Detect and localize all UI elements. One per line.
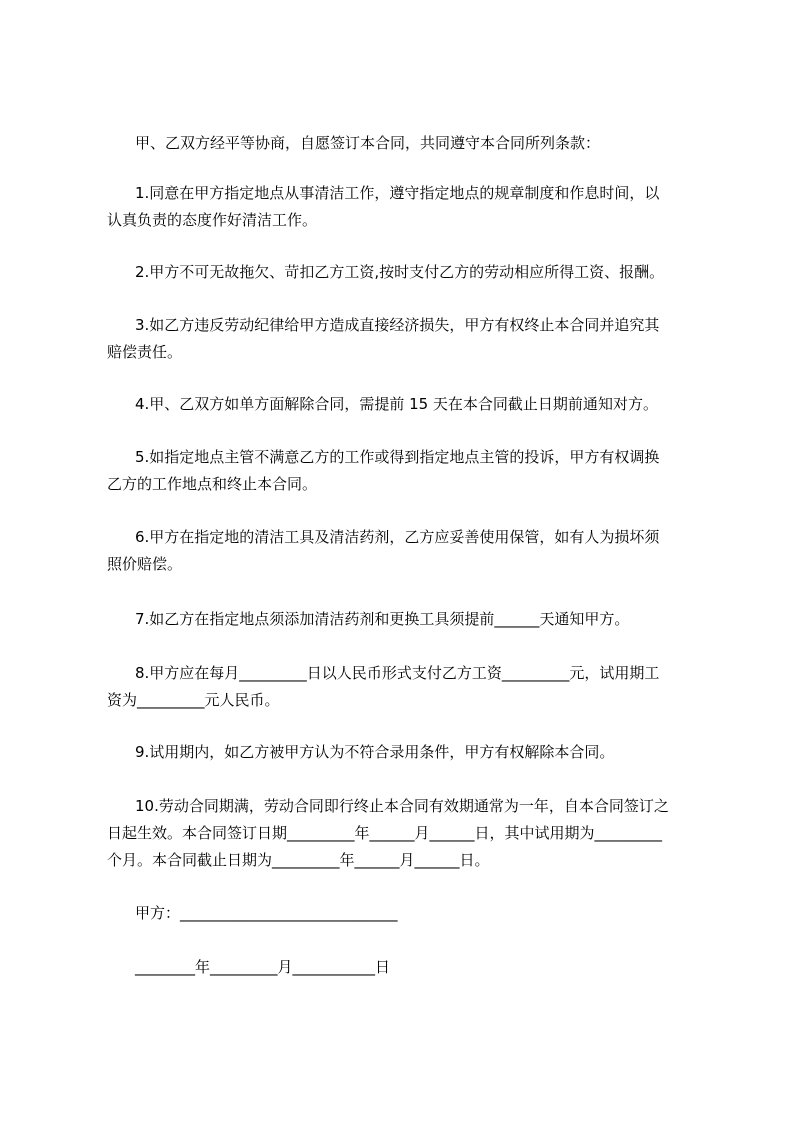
- clause-1: [107, 180, 697, 234]
- clause-3-line-1: 3.如乙方违反劳动纪律给甲方造成直接经济损失，甲方有权终止本合同并追究其: [135, 316, 660, 334]
- clause-10-line-2: 日起生效。本合同签订日期_________年______月______日，其中试用期为_________: [107, 824, 663, 842]
- clause-9: [107, 739, 697, 766]
- clause-10-line-3: 个月。本合同截止日期为_________年______月______日。: [107, 851, 490, 869]
- clause-3: [107, 312, 697, 366]
- clause-5: [107, 444, 697, 498]
- clause-6-line-2: 照价赔偿。: [107, 555, 183, 573]
- signature-date-line: ________年_________月___________日: [135, 958, 391, 976]
- party-a-signature-line: 甲方：_____________________________: [135, 904, 398, 922]
- clause-5-line-2: 乙方的工作地点和终止本合同。: [107, 475, 318, 493]
- clause-4: [107, 391, 697, 418]
- contract-intro: [107, 130, 697, 157]
- clause-2: [107, 259, 697, 286]
- clause-10: [107, 793, 697, 874]
- clause-4-line-1: 4.甲、乙双方如单方面解除合同，需提前 15 天在本合同截止日期前通知对方。: [135, 395, 658, 413]
- clause-8-line-1: 8.甲方应在每月_________日以人民币形式支付乙方工资_________元，试用期工: [135, 664, 660, 682]
- signature-block: [107, 900, 697, 927]
- clause-7: [107, 606, 697, 633]
- clause-8: [107, 660, 697, 714]
- clause-6-line-1: 6.甲方在指定地的清洁工具及清洁药剂，乙方应妥善使用保管，如有人为损坏须: [135, 528, 660, 546]
- date-block: [107, 954, 697, 981]
- clause-8-line-2: 资为_________元人民币。: [107, 691, 280, 709]
- clause-9-line-1: 9.试用期内，如乙方被甲方认为不符合录用条件，甲方有权解除本合同。: [135, 743, 615, 761]
- clause-5-line-1: 5.如指定地点主管不满意乙方的工作或得到指定地点主管的投诉，甲方有权调换: [135, 448, 660, 466]
- clause-10-line-1: 10.劳动合同期满，劳动合同即行终止本合同有效期通常为一年，自本合同签订之: [135, 797, 669, 815]
- clause-1-line-2: 认真负责的态度作好清洁工作。: [107, 211, 318, 229]
- clause-3-line-2: 赔偿责任。: [107, 343, 183, 361]
- clause-1-line-1: 1.同意在甲方指定地点从事清洁工作，遵守指定地点的规章制度和作息时间，以: [135, 184, 660, 202]
- intro-text: 甲、乙双方经平等协商，自愿签订本合同，共同遵守本合同所列条款：: [135, 134, 601, 152]
- clause-6: [107, 524, 697, 578]
- clause-2-line-1: 2.甲方不可无故拖欠、苛扣乙方工资,按时支付乙方的劳动相应所得工资、报酬。: [135, 263, 665, 281]
- clause-7-line-1: 7.如乙方在指定地点须添加清洁药剂和更换工具须提前______天通知甲方。: [135, 610, 630, 628]
